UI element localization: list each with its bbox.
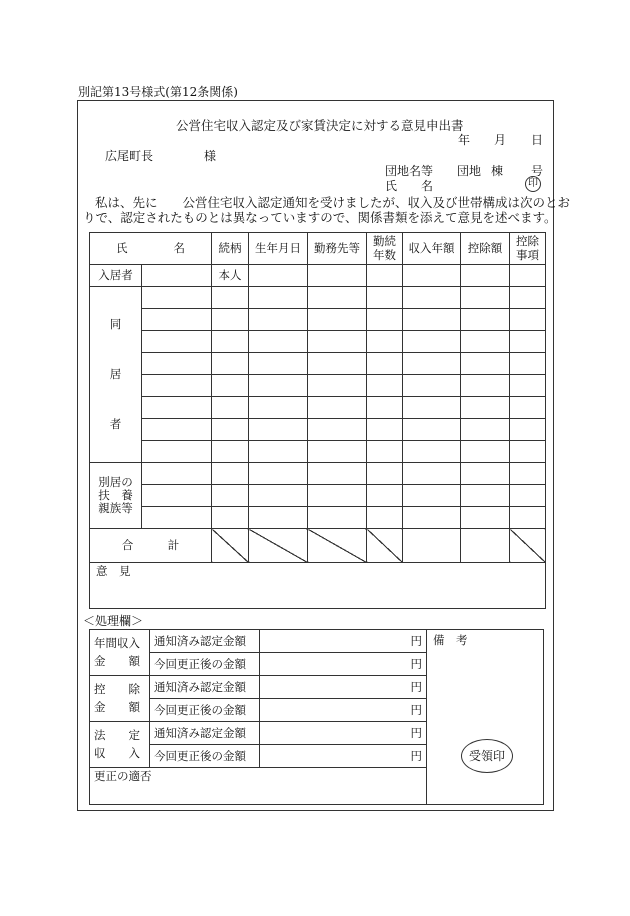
form-title: 公営住宅収入認定及び家賃決定に対する意見申出書 (176, 118, 464, 133)
table-cell[interactable] (367, 485, 403, 507)
table-cell[interactable] (367, 331, 403, 353)
table-cell[interactable] (308, 397, 367, 419)
corrected-label: 今回更正後の金額 (150, 653, 260, 676)
table-cell[interactable] (461, 331, 510, 353)
table-cell[interactable] (212, 397, 249, 419)
table-cell[interactable] (308, 331, 367, 353)
deduction-amount-label-1: 控 除 (94, 682, 140, 697)
table-cell[interactable] (308, 419, 367, 441)
col-workplace: 勤務先等 (308, 233, 367, 265)
danchi-text: 団地 (457, 164, 482, 178)
annual-income-label-2: 金 額 (94, 653, 140, 668)
table-cell[interactable] (461, 353, 510, 375)
table-cell[interactable] (308, 485, 367, 507)
table-cell[interactable] (403, 463, 461, 485)
table-cell[interactable] (367, 265, 403, 287)
remarks-box[interactable] (427, 630, 544, 805)
cohabitant-row (90, 331, 546, 353)
table-cell[interactable] (403, 375, 461, 397)
table-cell[interactable] (403, 287, 461, 309)
table-cell[interactable] (510, 331, 546, 353)
table-cell[interactable] (142, 441, 212, 463)
date-month: 月 (494, 133, 507, 147)
yen-label: 円 (410, 657, 422, 671)
table-cell[interactable] (367, 419, 403, 441)
table-cell[interactable] (510, 287, 546, 309)
table-cell[interactable] (249, 287, 308, 309)
correction-validity-label: 更正の適否 (94, 769, 152, 783)
table-cell[interactable] (249, 375, 308, 397)
table-cell[interactable] (212, 419, 249, 441)
date-day: 日 (531, 133, 544, 147)
table-cell[interactable] (367, 309, 403, 331)
dependents-line-1: 別居の (98, 474, 133, 489)
notified-label: 通知済み認定金額 (150, 630, 260, 653)
danchi-label: 団地名等 (385, 164, 434, 178)
table-cell[interactable] (510, 375, 546, 397)
processing-table (89, 629, 544, 805)
table-cell[interactable] (142, 485, 212, 507)
table-cell[interactable] (403, 353, 461, 375)
table-cell[interactable] (461, 419, 510, 441)
table-cell[interactable] (510, 309, 546, 331)
amount-cell[interactable] (260, 630, 427, 653)
table-cell[interactable] (403, 397, 461, 419)
table-cell[interactable] (249, 309, 308, 331)
table-cell[interactable] (510, 463, 546, 485)
table-cell[interactable] (308, 463, 367, 485)
table-cell[interactable] (249, 463, 308, 485)
annual-income-label-1: 年間収入 (94, 636, 140, 651)
table-cell[interactable] (142, 353, 212, 375)
table-cell[interactable] (510, 441, 546, 463)
yen-label: 円 (410, 703, 422, 717)
cohabitant-row (90, 375, 546, 397)
yen-label: 円 (410, 726, 422, 740)
table-cell[interactable] (367, 507, 403, 529)
table-cell[interactable] (403, 507, 461, 529)
dependent-row (90, 507, 546, 529)
table-cell[interactable] (403, 485, 461, 507)
diagonal-cell (249, 529, 308, 563)
dependent-row (90, 485, 546, 507)
tenant-row (90, 265, 546, 287)
table-cell[interactable] (142, 463, 212, 485)
table-cell[interactable] (249, 507, 308, 529)
cohabitant-char-1: 同 (109, 316, 122, 331)
table-cell[interactable] (367, 463, 403, 485)
building-text: 棟 (491, 164, 504, 178)
household-table (89, 232, 546, 609)
dependent-row (90, 463, 546, 485)
table-cell[interactable] (142, 419, 212, 441)
table-cell[interactable] (249, 331, 308, 353)
name-label: 氏 名 (385, 179, 434, 193)
total-income-cell[interactable] (403, 529, 461, 563)
amount-cell[interactable] (260, 722, 427, 745)
col-deduction-items: 控除 事項 (510, 233, 546, 265)
yen-label: 円 (410, 680, 422, 694)
table-cell[interactable] (403, 419, 461, 441)
diagonal-cell (308, 529, 367, 563)
table-cell[interactable] (308, 507, 367, 529)
cohabitant-row (90, 419, 546, 441)
table-cell[interactable] (367, 353, 403, 375)
table-cell[interactable] (212, 375, 249, 397)
notified-label: 通知済み認定金額 (150, 722, 260, 745)
col-years: 勤続 年数 (367, 233, 403, 265)
table-cell[interactable] (461, 265, 510, 287)
table-cell[interactable] (308, 265, 367, 287)
table-cell[interactable] (510, 397, 546, 419)
table-cell[interactable] (249, 397, 308, 419)
table-cell[interactable] (461, 397, 510, 419)
number-text: 号 (531, 164, 544, 178)
table-cell[interactable] (403, 331, 461, 353)
table-cell[interactable] (461, 441, 510, 463)
table-cell[interactable] (212, 441, 249, 463)
cohabitant-row (90, 287, 546, 309)
form-id: 別記第13号様式(第12条関係) (78, 85, 238, 99)
annual-income-label (90, 630, 150, 676)
receipt-stamp: 受領印 (461, 739, 513, 773)
diagonal-cell (212, 529, 249, 563)
table-cell[interactable] (367, 397, 403, 419)
statutory-income-label (90, 722, 150, 768)
table-cell[interactable] (212, 507, 249, 529)
table-cell[interactable] (212, 287, 249, 309)
tenant-name-cell[interactable] (142, 265, 212, 287)
table-cell[interactable] (249, 265, 308, 287)
cohabitant-char-3: 者 (109, 416, 122, 431)
notified-label: 通知済み認定金額 (150, 676, 260, 699)
table-cell[interactable] (212, 485, 249, 507)
table-cell[interactable] (403, 265, 461, 287)
table-cell[interactable] (249, 419, 308, 441)
cohabitant-char-2: 居 (109, 366, 122, 381)
table-cell[interactable] (510, 353, 546, 375)
correction-validity-box[interactable] (90, 768, 427, 805)
table-cell[interactable] (249, 353, 308, 375)
table-cell[interactable] (142, 287, 212, 309)
cohabitant-label (90, 287, 142, 463)
table-cell[interactable] (461, 287, 510, 309)
table-cell[interactable] (212, 309, 249, 331)
tenant-relation: 本人 (212, 265, 249, 287)
table-cell[interactable] (403, 309, 461, 331)
intro-line-1: 私は、先に 公営住宅収入認定通知を受けましたが、収入及び世帯構成は次のとお (95, 195, 571, 210)
table-cell[interactable] (510, 265, 546, 287)
statutory-income-label-1: 法 定 (94, 728, 140, 743)
tenant-label: 入居者 (90, 265, 142, 287)
table-cell[interactable] (461, 309, 510, 331)
table-cell[interactable] (403, 441, 461, 463)
corrected-label: 今回更正後の金額 (150, 699, 260, 722)
table-cell[interactable] (212, 353, 249, 375)
header-row (90, 233, 546, 265)
col-birth: 生年月日 (249, 233, 308, 265)
table-cell[interactable] (142, 507, 212, 529)
table-cell[interactable] (461, 375, 510, 397)
dependents-line-3: 親族等 (98, 501, 133, 516)
cohabitant-row (90, 397, 546, 419)
amount-cell[interactable] (260, 653, 427, 676)
remarks-label: 備 考 (433, 633, 468, 647)
table-cell[interactable] (510, 485, 546, 507)
dependents-line-2: 扶 養 (98, 487, 133, 502)
col-relation: 続柄 (212, 233, 249, 265)
table-cell[interactable] (308, 441, 367, 463)
addressee-suffix: 様 (204, 149, 217, 163)
yen-label: 円 (410, 634, 422, 648)
statutory-income-label-2: 収 入 (94, 745, 140, 760)
diagonal-cell (510, 529, 546, 563)
table-cell[interactable] (308, 375, 367, 397)
table-cell[interactable] (461, 463, 510, 485)
yen-label: 円 (410, 749, 422, 763)
table-cell[interactable] (510, 507, 546, 529)
table-cell[interactable] (510, 419, 546, 441)
table-cell[interactable] (367, 441, 403, 463)
opinion-row (90, 563, 546, 609)
dependents-label (90, 463, 142, 529)
seal-mark: 印 (525, 176, 541, 192)
opinion-box[interactable] (90, 563, 546, 609)
total-deduction-cell[interactable] (461, 529, 510, 563)
deduction-amount-label (90, 676, 150, 722)
table-cell[interactable] (308, 353, 367, 375)
total-label: 合 計 (90, 529, 212, 563)
table-cell[interactable] (367, 287, 403, 309)
deduction-amount-label-2: 金 額 (94, 699, 140, 714)
table-cell[interactable] (142, 375, 212, 397)
diagonal-cell (367, 529, 403, 563)
amount-cell[interactable] (260, 745, 427, 768)
processing-section-label: ＜処理欄＞ (83, 614, 144, 628)
table-cell[interactable] (212, 331, 249, 353)
intro-line-2: りで、認定されたものとは異なっていますので、関係書類を添えて意見を述べます。 (83, 210, 557, 225)
total-row (90, 529, 546, 563)
col-income: 収入年額 (403, 233, 461, 265)
table-cell[interactable] (249, 441, 308, 463)
table-cell[interactable] (249, 485, 308, 507)
cohabitant-row (90, 353, 546, 375)
table-cell[interactable] (308, 287, 367, 309)
amount-cell[interactable] (260, 676, 427, 699)
cohabitant-row (90, 309, 546, 331)
annual-income-row (90, 630, 544, 653)
table-cell[interactable] (142, 309, 212, 331)
cohabitant-row (90, 441, 546, 463)
addressee-name: 広尾町長 (105, 149, 154, 163)
col-name: 氏 名 (90, 233, 212, 265)
table-cell[interactable] (308, 309, 367, 331)
opinion-label: 意 見 (96, 564, 131, 578)
table-cell[interactable] (212, 463, 249, 485)
corrected-label: 今回更正後の金額 (150, 745, 260, 768)
table-cell[interactable] (461, 485, 510, 507)
table-cell[interactable] (142, 397, 212, 419)
amount-cell[interactable] (260, 699, 427, 722)
col-deduction: 控除額 (461, 233, 510, 265)
table-cell[interactable] (367, 375, 403, 397)
table-cell[interactable] (142, 331, 212, 353)
date-year: 年 (458, 133, 471, 147)
table-cell[interactable] (461, 507, 510, 529)
